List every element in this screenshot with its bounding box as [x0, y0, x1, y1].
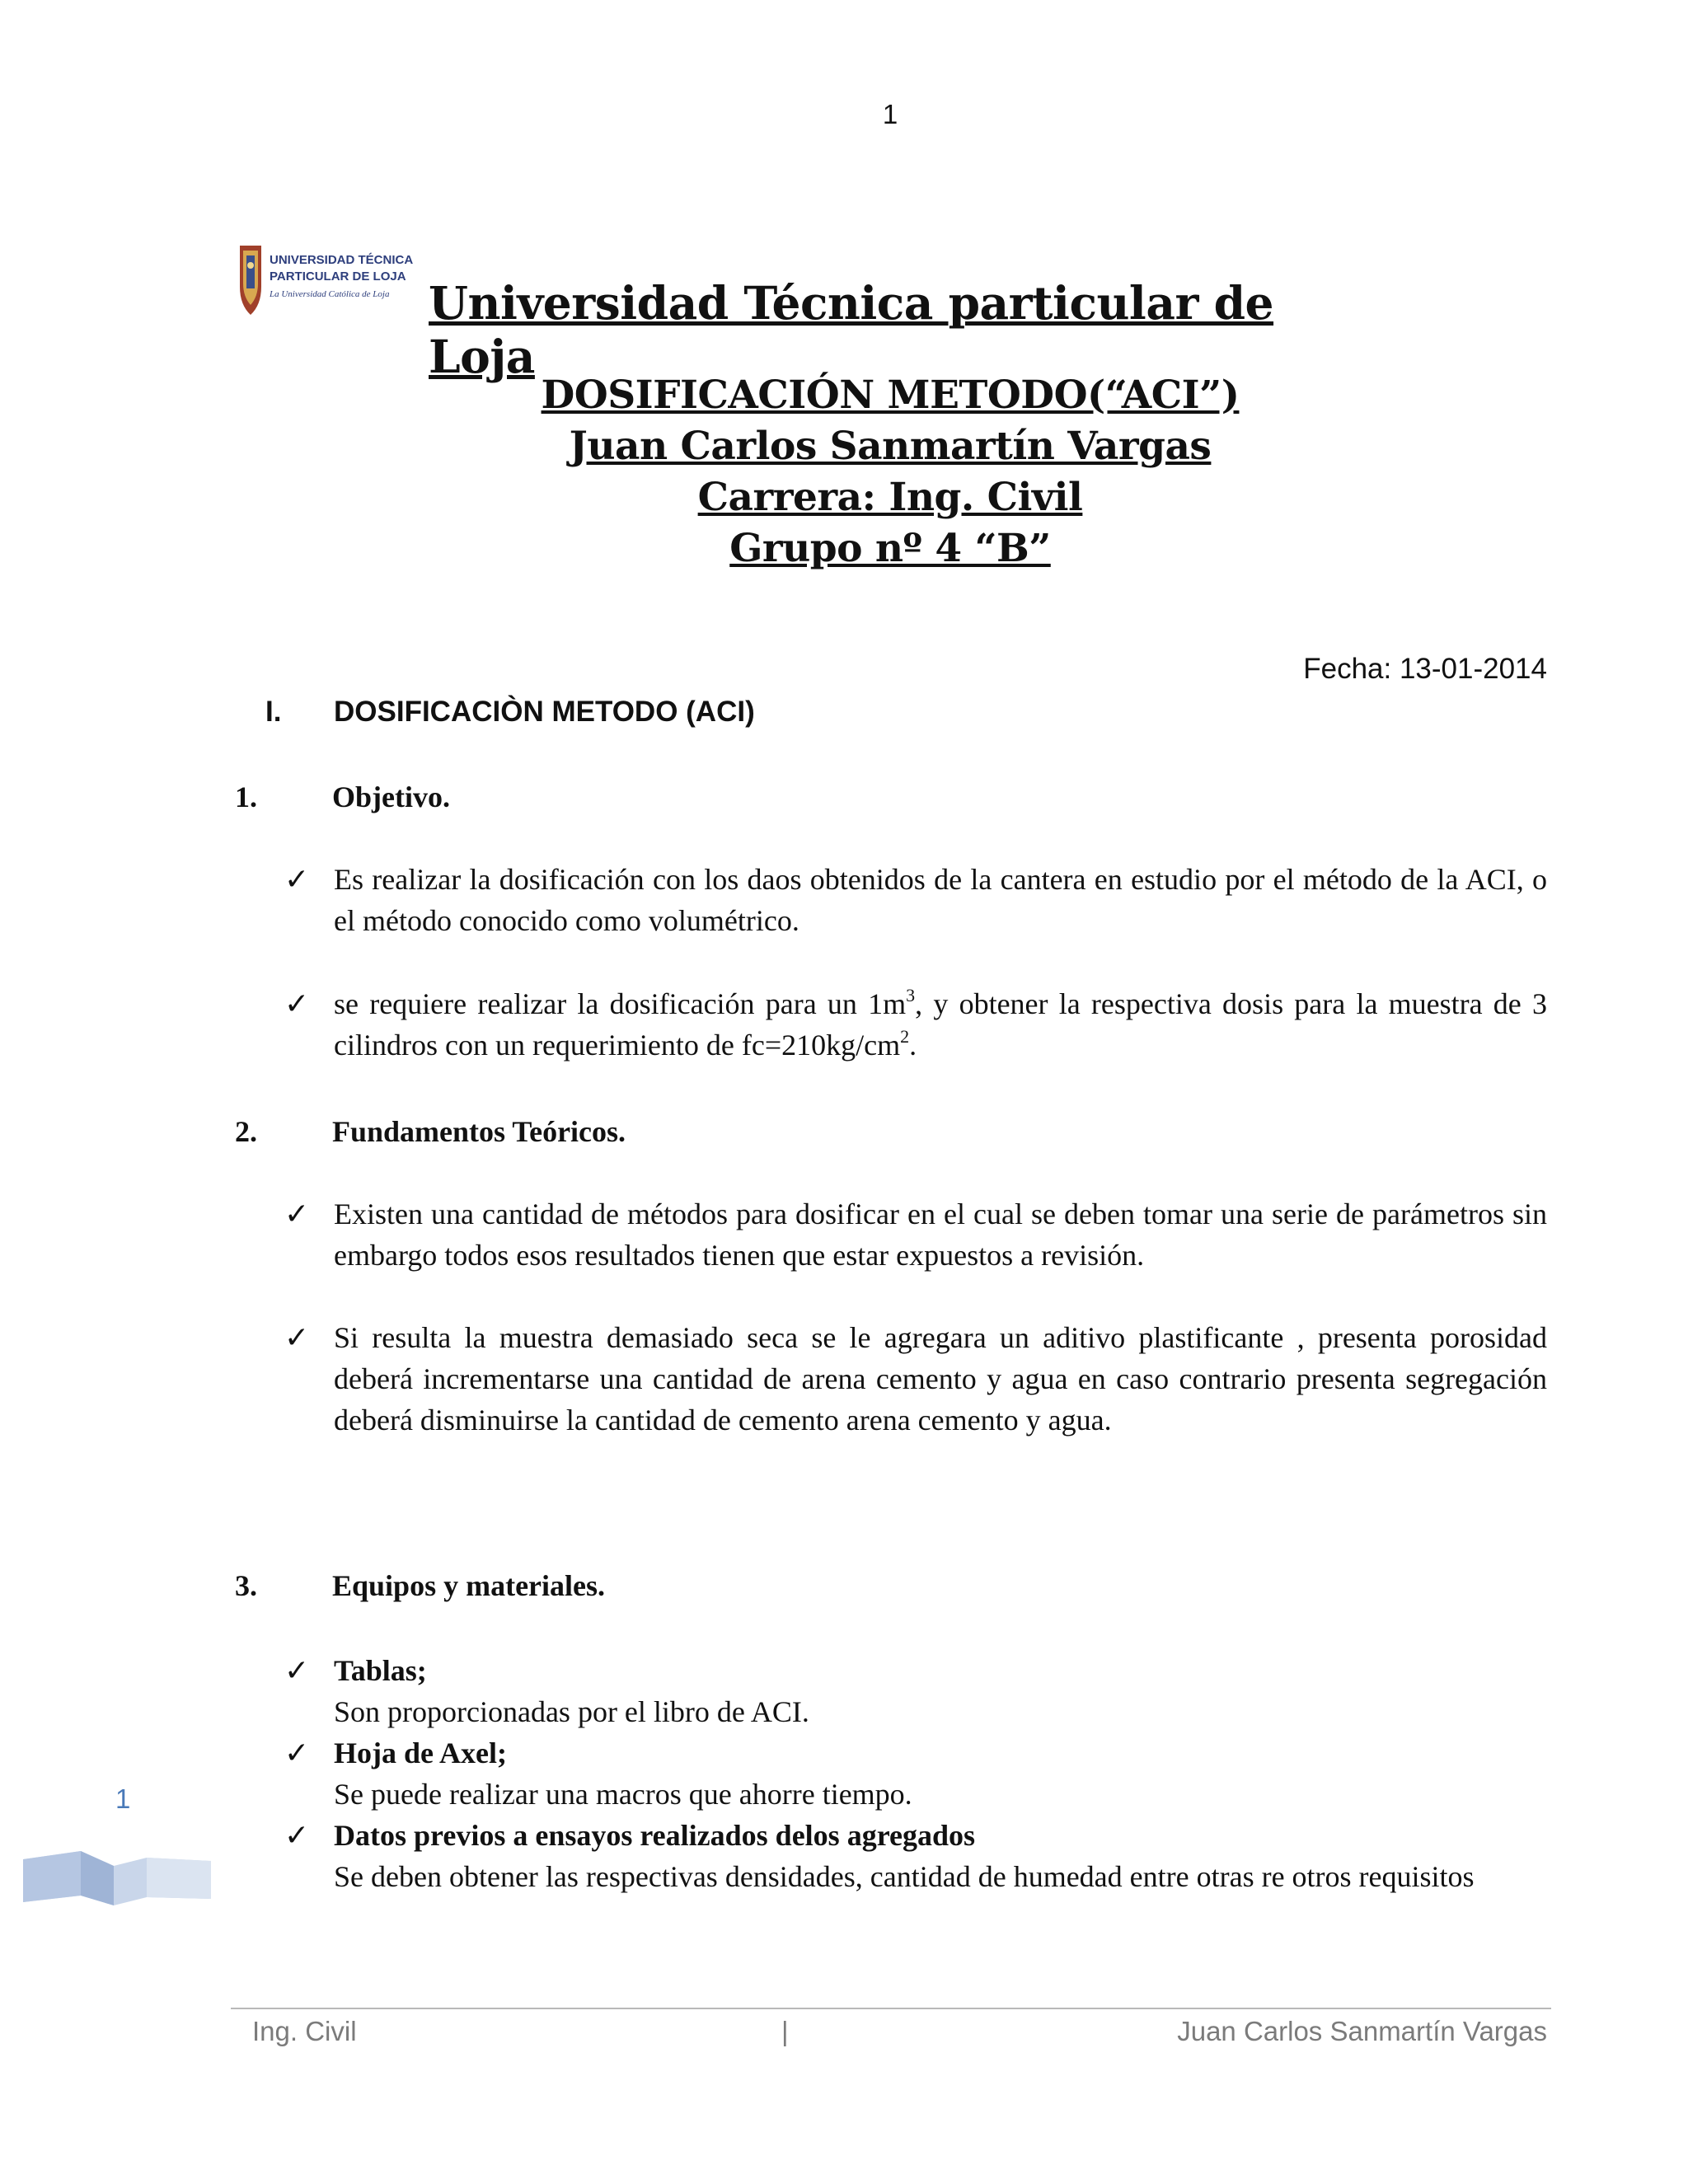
- equipment-title: Datos previos a ensayos realizados delos agregados: [334, 1819, 976, 1852]
- bullet-text: Si resulta la muestra demasiado seca se le agregara un aditivo plastificante , presenta porosidad deberá incrementarse una cantidad de arena cemento y agua en caso contrario presenta segregación deberá disminuirse la cantidad de cemento arena cemento y agua.: [334, 1321, 1547, 1436]
- logo-line-3: La Universidad Católica de Loja: [270, 289, 390, 299]
- checkmark-icon: ✓: [284, 1321, 310, 1354]
- section-heading-objetivo: [235, 780, 450, 814]
- author-name: Juan Carlos Sanmartín Vargas: [569, 424, 1212, 469]
- checkmark-icon: ✓: [284, 863, 310, 896]
- footer-career: Ing. Civil: [252, 2016, 357, 2046]
- footer-separator: |: [781, 2016, 789, 2046]
- document-date: Fecha: 13-01-2014: [1303, 653, 1547, 685]
- main-section-number: I.: [265, 696, 282, 728]
- equipment-title: Hoja de Axel;: [334, 1736, 507, 1769]
- equipment-body: [334, 1650, 1547, 1732]
- document-title: DOSIFICACIÓN METODO(“ACI”): [541, 373, 1240, 418]
- logo-line-2: PARTICULAR DE LOJA: [270, 269, 406, 284]
- university-logo: [235, 241, 420, 320]
- footer-author: Juan Carlos Sanmartín Vargas: [1177, 2016, 1547, 2046]
- main-section-heading: [265, 696, 755, 729]
- bullet-text-part: se requiere realizar la dosificación para un 1m: [334, 987, 907, 1020]
- bullet-objective-1: [284, 859, 1547, 941]
- bullet-text-part: .: [909, 1029, 917, 1062]
- section-number: 2.: [235, 1115, 257, 1148]
- section-label: Objetivo.: [332, 780, 450, 813]
- equipment-item: [284, 1650, 1547, 1732]
- group: Grupo nº 4 “B”: [729, 526, 1051, 571]
- section-heading-fundamentos: [235, 1114, 626, 1149]
- checkmark-icon: ✓: [284, 1819, 310, 1852]
- bullet-text: [334, 983, 1547, 1066]
- bullet-fundamentos-2: [284, 1317, 1547, 1441]
- equipment-text: Se deben obtener las respectivas densidades, cantidad de humedad entre otras re otros requisitos: [334, 1860, 1475, 1893]
- equipment-title: Tablas;: [334, 1654, 427, 1687]
- superscript: 3: [906, 985, 916, 1005]
- section-number: 3.: [235, 1569, 257, 1602]
- bullet-text: Es realizar la dosificación con los daos obtenidos de la cantera en estudio por el método de la ACI, o el método conocido como volumétrico.: [334, 863, 1547, 937]
- checkmark-icon: ✓: [284, 987, 310, 1020]
- section-label: Fundamentos Teóricos.: [332, 1115, 626, 1148]
- university-title: Universidad Técnica particular de Loja: [429, 276, 1274, 383]
- checkmark-icon: ✓: [284, 1654, 310, 1687]
- bullet-text-part: , y obtener la respectiva dosis para la muestra de 3 cilindros con un requerimiento de fc=210kg/cm: [334, 987, 1547, 1062]
- checkmark-icon: ✓: [284, 1736, 310, 1769]
- superscript: 2: [900, 1026, 910, 1047]
- equipment-item: [284, 1815, 1547, 1897]
- career: Carrera: Ing. Civil: [697, 475, 1083, 520]
- logo-line-1: UNIVERSIDAD TÉCNICA: [270, 253, 414, 267]
- university-crest-icon: [235, 241, 420, 320]
- bullet-objective-2: [284, 983, 1547, 1066]
- bullet-text: Existen una cantidad de métodos para dosificar en el cual se deben tomar una serie de parámetros sin embargo todos esos resultados tienen que estar expuestos a revisión.: [334, 1197, 1547, 1272]
- footer-divider: [231, 2008, 1551, 2009]
- equipment-item: [284, 1732, 1547, 1815]
- section-heading-equipos: [235, 1568, 605, 1603]
- equipment-body: [334, 1732, 1547, 1815]
- side-page-number: 1: [115, 1783, 131, 1814]
- checkmark-icon: ✓: [284, 1197, 310, 1230]
- ribbon-decoration-icon: [23, 1848, 211, 1910]
- bullet-fundamentos-1: [284, 1193, 1547, 1276]
- section-number: 1.: [235, 780, 257, 813]
- main-section-label: DOSIFICACIÒN METODO (ACI): [334, 696, 755, 728]
- equipment-text: Son proporcionadas por el libro de ACI.: [334, 1695, 809, 1728]
- equipment-text: Se puede realizar una macros que ahorre tiempo.: [334, 1778, 912, 1811]
- section-label: Equipos y materiales.: [332, 1569, 606, 1602]
- page-number: 1: [882, 99, 898, 129]
- equipment-body: [334, 1815, 1547, 1897]
